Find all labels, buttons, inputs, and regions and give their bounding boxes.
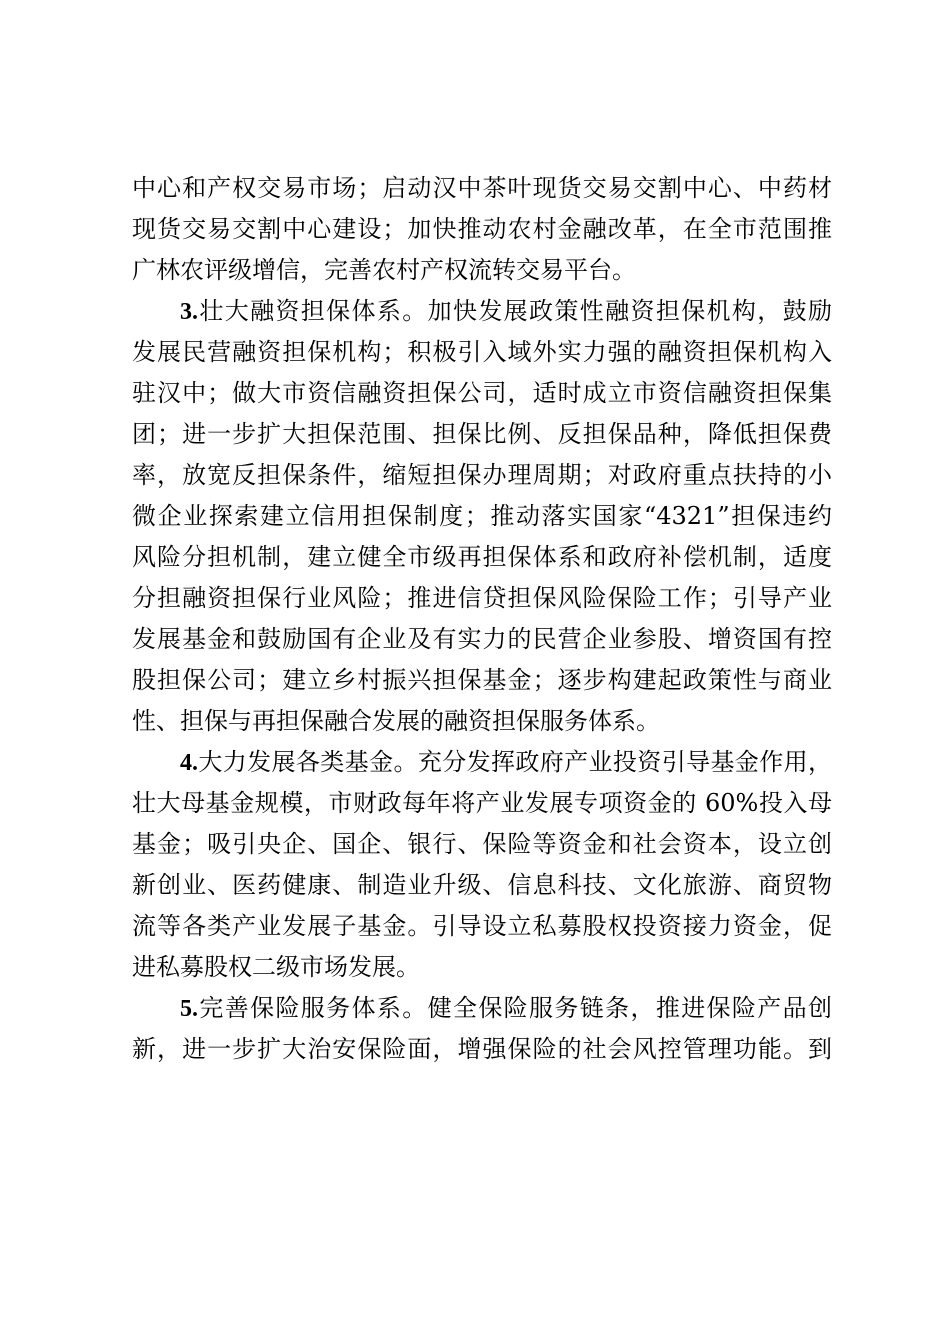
paragraph-3-financing-guarantee xyxy=(132,291,832,742)
text-line xyxy=(132,291,832,332)
paragraph-continuation xyxy=(132,168,832,291)
item-number: 5. xyxy=(180,996,198,1022)
text-line: 流等各类产业发展子基金。引导设立私募股权投资接力资金，促 xyxy=(132,912,832,940)
text-line: 率，放宽反担保条件，缩短担保办理周期；对政府重点扶持的小 xyxy=(132,461,832,489)
paragraph-4-funds xyxy=(132,742,832,988)
text-line: 发展民营融资担保机构；积极引入域外实力强的融资担保机构入 xyxy=(132,338,832,366)
text-line: 分担融资担保行业风险；推进信贷担保风险保险工作；引导产业 xyxy=(132,584,832,612)
text-line: 股担保公司；建立乡村振兴担保基金；逐步构建起政策性与商业 xyxy=(132,666,832,694)
text-line: 新，进一步扩大治安保险面，增强保险的社会风控管理功能。到 xyxy=(132,1035,832,1063)
item-number: 3. xyxy=(180,299,198,325)
text-line: 壮大母基金规模，市财政每年将产业发展专项资金的 60%投入母 xyxy=(132,789,832,817)
text-line: 驻汉中；做大市资信融资担保公司，适时成立市资信融资担保集 xyxy=(132,379,832,407)
text-line: 团；进一步扩大担保范围、担保比例、反担保品种，降低担保费 xyxy=(132,420,832,448)
text-line: 中心和产权交易市场；启动汉中茶叶现货交易交割中心、中药材 xyxy=(132,174,832,202)
text-line: 广林农评级增信，完善农村产权流转交易平台。 xyxy=(132,256,636,284)
text-line: 基金；吸引央企、国企、银行、保险等资金和社会资本，设立创 xyxy=(132,830,832,858)
text-line: 性、担保与再担保融合发展的融资担保服务体系。 xyxy=(132,707,660,735)
text-line: 现货交易交割中心建设；加快推动农村金融改革，在全市范围推 xyxy=(132,215,832,243)
text-line: 风险分担机制，建立健全市级再担保体系和政府补偿机制，适度 xyxy=(132,543,832,571)
text-line-content: 壮大融资担保体系。加快发展政策性融资担保机构，鼓励 xyxy=(198,297,832,325)
text-line: 新创业、医药健康、制造业升级、信息科技、文化旅游、商贸物 xyxy=(132,871,832,899)
text-line: 进私募股权二级市场发展。 xyxy=(132,953,420,981)
item-number: 4. xyxy=(180,750,198,776)
text-line: 微企业探索建立信用担保制度；推动落实国家“4321”担保违约 xyxy=(132,502,832,530)
text-line xyxy=(132,742,832,783)
text-line-content: 大力发展各类基金。充分发挥政府产业投资引导基金作用， xyxy=(198,748,832,776)
body-text xyxy=(132,168,832,1070)
text-line: 发展基金和鼓励国有企业及有实力的民营企业参股、增资国有控 xyxy=(132,625,832,653)
text-line-content: 完善保险服务体系。健全保险服务链条，推进保险产品创 xyxy=(198,994,832,1022)
paragraph-5-insurance xyxy=(132,988,832,1070)
text-line xyxy=(132,988,832,1029)
